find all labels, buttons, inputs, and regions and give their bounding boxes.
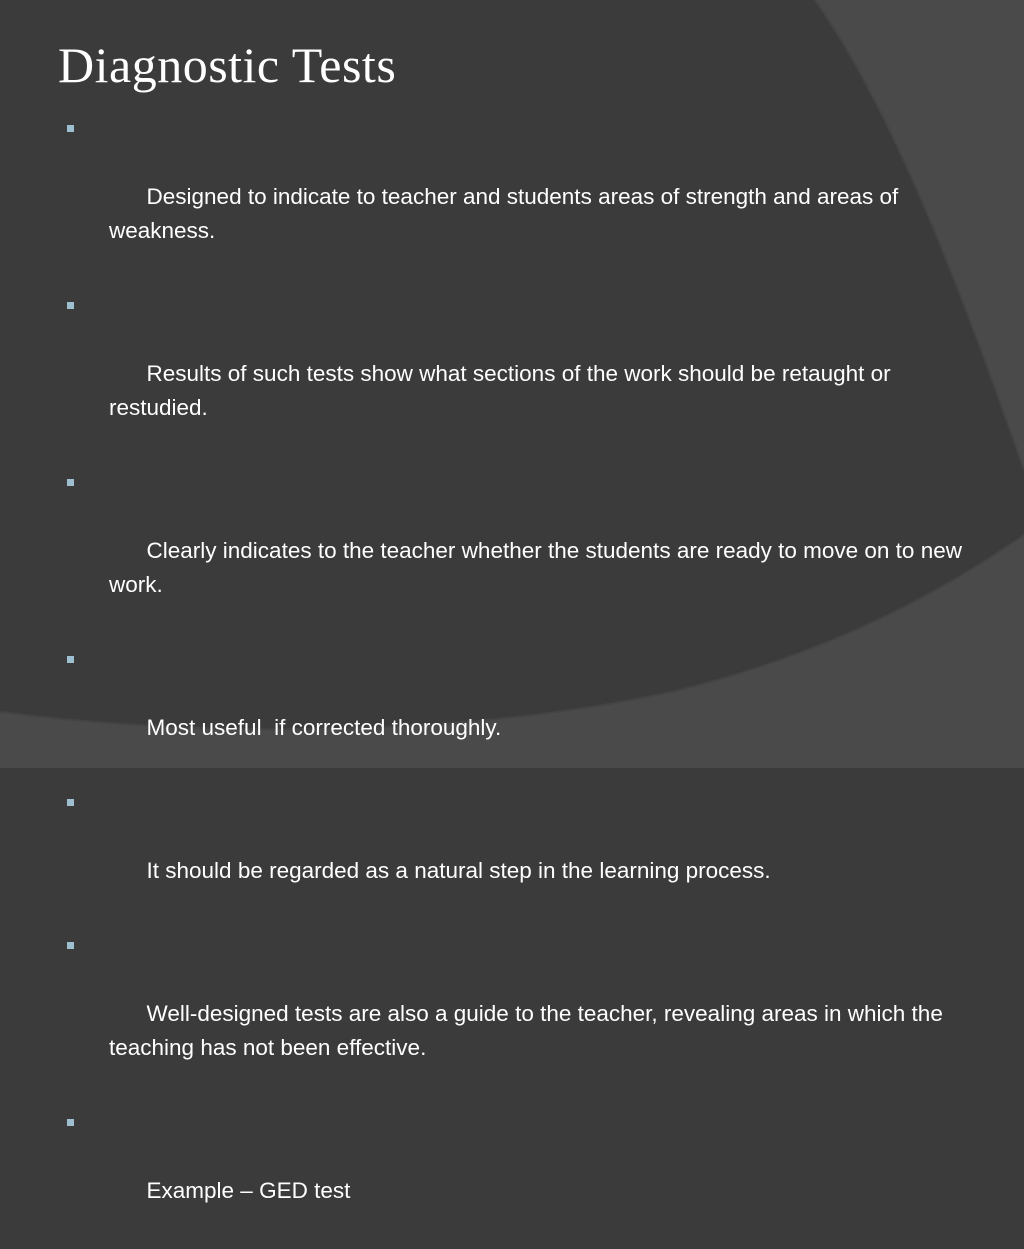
square-bullet-icon [67, 799, 74, 806]
bullet-text: Well-designed tests are also a guide to the teacher, revealing areas in which the teaching has not been effective. [109, 1001, 950, 1060]
bullet-item [66, 289, 966, 459]
square-bullet-icon [67, 656, 74, 663]
square-bullet-icon [67, 125, 74, 132]
bullet-item [66, 466, 969, 636]
bullet-text: Example – GED test [146, 1178, 351, 1203]
square-bullet-icon [67, 1119, 74, 1126]
bullet-text: Clearly indicates to the teacher whether the students are ready to move on to new work. [109, 538, 969, 597]
bullet-item [66, 929, 966, 1099]
square-bullet-icon [67, 302, 74, 309]
bullet-text: Results of such tests show what sections of the work should be retaught or restudied. [109, 361, 897, 420]
bullet-text: Designed to indicate to teacher and students areas of strength and areas of weakness. [109, 184, 905, 243]
square-bullet-icon [67, 942, 74, 949]
slide-title: Diagnostic Tests [58, 37, 397, 93]
bullet-text: It should be regarded as a natural step in the learning process. [146, 858, 771, 883]
bullet-list [66, 112, 969, 1249]
bullet-item [66, 1106, 966, 1242]
bullet-item [66, 112, 966, 282]
bullet-text: Most useful if corrected thoroughly. [146, 715, 502, 740]
square-bullet-icon [67, 479, 74, 486]
bullet-item [66, 643, 966, 779]
bullet-item [66, 786, 966, 922]
